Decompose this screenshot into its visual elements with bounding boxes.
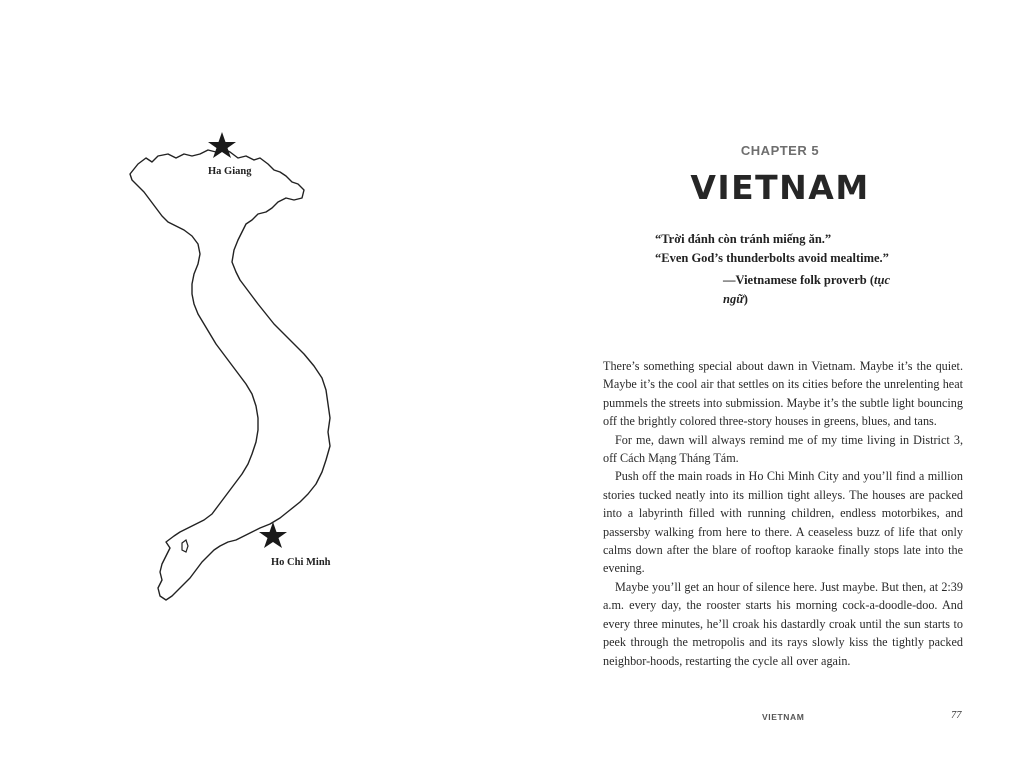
ho-chi-minh-star-icon [259,522,287,548]
attribution-term: tục ngữ [723,273,891,306]
map-label-ha-giang: Ha Giang [208,166,252,177]
page-number: 77 [951,710,962,721]
body-paragraph: Maybe you’ll get an hour of silence here. Just maybe. But then, at 2:39 a.m. every day, the rooster starts his morning cock-a-doodle-doo. And every three minutes, he’ll croak his dastardly croak until the sun starts to peek through the metropolis and its rays slowly kiss the tightly packed neighbor-hoods, restarting the cycle all over again. [603,579,963,668]
map-label-ho-chi-minh: Ho Chi Minh [271,557,331,568]
attribution-text: —Vietnamese folk proverb ( [723,273,875,287]
epigraph-attribution [723,271,915,309]
chapter-title: VIETNAM [690,168,870,207]
body-paragraph: There’s something special about dawn in Vietnam. Maybe it’s the quiet. Maybe it’s the cool air that settles on its cities before the unrelenting heat pummels the streets into submission. Maybe it’s the subtle light bouncing off the brightly colored three-story houses in greens, blues, and tans. [603,359,963,429]
vietnam-outline-map [118,128,338,608]
body-paragraph: For me, dawn will always remind me of my time living in District 3, off Cách Mạng Tháng Tám. [603,432,963,466]
vietnam-outline [130,148,330,600]
epigraph [655,230,915,309]
phu-quoc-island [182,540,188,552]
attribution-close: ) [743,292,748,306]
epigraph-english: “Even God’s thunderbolts avoid mealtime.” [655,251,889,265]
chapter-number: CHAPTER 5 [740,143,820,158]
epigraph-vietnamese: “Trời đánh còn tránh miếng ăn.” [655,232,832,246]
vietnam-map [118,128,338,608]
running-head: VIETNAM [762,712,805,722]
chapter-body [603,357,963,670]
body-paragraph: Push off the main roads in Ho Chi Minh City and you’ll find a million stories tucked neatly into its million tight alleys. The houses are packed into a labyrinth filled with running children, endless motorbikes, and passersby walking from here to there. A ceaseless buzz of life that only calms down after the blare of rooftop karaoke finally stops late into the evening. [603,469,963,576]
